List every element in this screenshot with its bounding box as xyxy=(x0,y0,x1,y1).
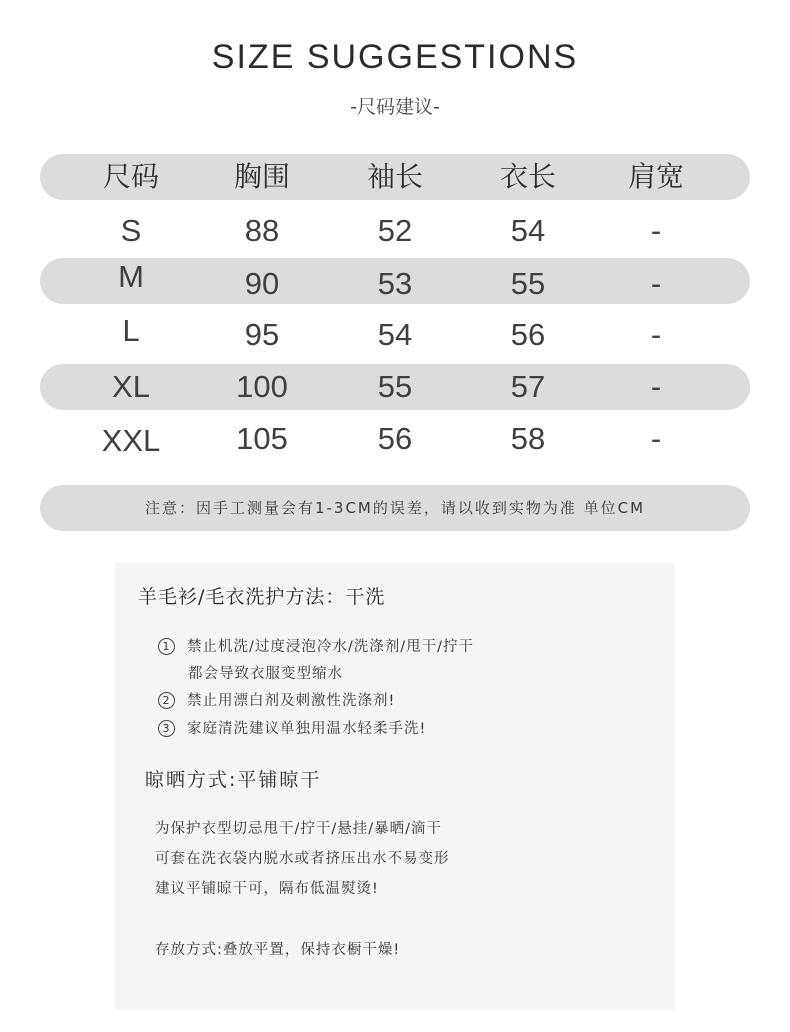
table-cell: 55 xyxy=(377,369,413,404)
care-item xyxy=(158,689,395,710)
drying-line: 为保护衣型切忌甩干/拧干/悬挂/暴晒/滴干 xyxy=(155,821,443,837)
table-cell: 105 xyxy=(236,421,288,456)
table-cell: 57 xyxy=(510,369,546,404)
table-cell: 53 xyxy=(377,266,413,301)
care-item xyxy=(158,717,426,738)
table-cell: 56 xyxy=(377,421,413,456)
table-cell: 100 xyxy=(236,369,288,404)
table-cell: 95 xyxy=(244,317,280,352)
page-title: SIZE SUGGESTIONS xyxy=(211,38,579,76)
table-row xyxy=(40,208,750,254)
care-title: 羊毛衫/毛衣洗护方法：干洗 xyxy=(138,586,386,608)
care-instructions-panel xyxy=(115,563,675,1010)
care-item xyxy=(158,635,474,656)
care-item-subtext: 都会导致衣服变型缩水 xyxy=(188,666,343,682)
table-cell: 54 xyxy=(510,213,546,248)
care-item-text: 禁止用漂白剂及刺激性洗涤剂! xyxy=(187,693,396,709)
column-header: 胸围 xyxy=(233,160,290,193)
measurement-note: 注意：因手工测量会有1-3CM的误差，请以收到实物为准 单位CM xyxy=(40,485,750,531)
care-item-text: 禁止机洗/过度浸泡冷水/洗涤剂/甩干/拧干 xyxy=(187,639,475,655)
table-cell: - xyxy=(650,213,662,248)
page-subtitle: -尺码建议- xyxy=(350,96,440,118)
circled-number-icon: 2 xyxy=(158,692,175,709)
table-cell: 55 xyxy=(510,266,546,301)
table-cell: - xyxy=(650,317,662,352)
table-cell: - xyxy=(650,369,662,404)
table-cell: 58 xyxy=(510,421,546,456)
table-cell: - xyxy=(650,266,662,301)
table-cell: M xyxy=(118,259,144,294)
column-header: 衣长 xyxy=(499,160,556,193)
circled-number-icon: 3 xyxy=(158,720,175,737)
table-cell: - xyxy=(650,421,662,456)
table-cell: 56 xyxy=(510,317,546,352)
column-header: 尺码 xyxy=(102,160,159,193)
drying-line: 建议平铺晾干可，隔布低温熨烫! xyxy=(155,881,379,897)
drying-title: 晾晒方式:平铺晾干 xyxy=(145,769,322,791)
storage-text: 存放方式:叠放平置，保持衣橱干燥! xyxy=(155,942,401,958)
table-row xyxy=(40,310,750,356)
table-cell: S xyxy=(120,213,142,248)
table-cell: XXL xyxy=(101,423,161,458)
table-cell: 54 xyxy=(377,317,413,352)
column-header: 肩宽 xyxy=(627,160,684,193)
circled-number-icon: 1 xyxy=(158,638,175,655)
table-row xyxy=(40,416,750,462)
table-cell: L xyxy=(122,313,140,348)
column-header: 袖长 xyxy=(366,160,423,193)
table-row xyxy=(40,364,750,410)
drying-line: 可套在洗衣袋内脱水或者挤压出水不易变形 xyxy=(155,851,450,867)
table-cell: 88 xyxy=(244,213,280,248)
table-cell: 52 xyxy=(377,213,413,248)
care-item-text: 家庭清洗建议单独用温水轻柔手洗! xyxy=(187,721,427,737)
table-cell: XL xyxy=(112,369,150,404)
table-cell: 90 xyxy=(244,266,280,301)
table-header-row xyxy=(40,154,750,200)
table-row xyxy=(40,258,750,304)
